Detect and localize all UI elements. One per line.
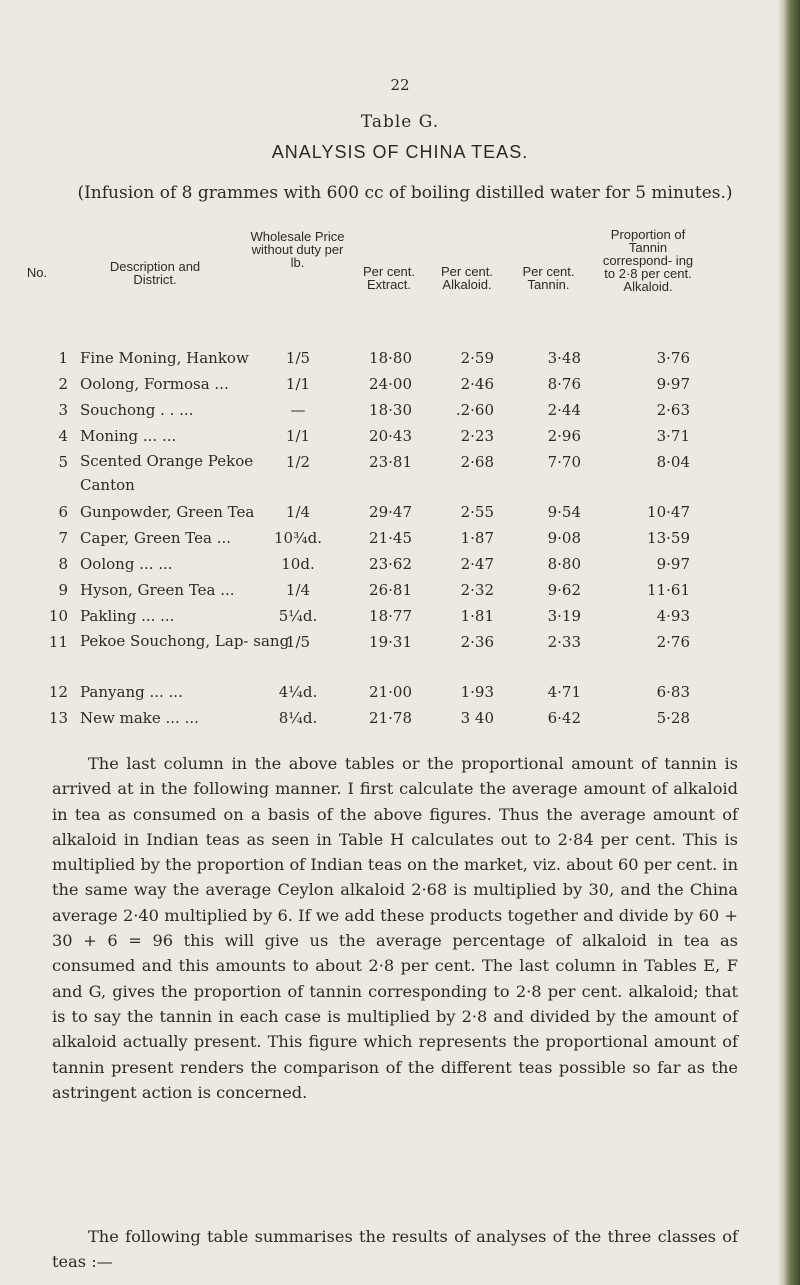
cell-alkaloid: 2·59: [460, 349, 494, 367]
cell-description: Moning ... ...: [80, 427, 177, 445]
cell-alkaloid: 2·32: [460, 581, 494, 599]
cell-tannin: 8·80: [547, 555, 581, 573]
cell-price: 1/4: [285, 581, 311, 599]
cell-description: Caper, Green Tea ...: [80, 529, 232, 547]
cell-price: 1/2: [285, 453, 311, 471]
header-tannin: Per cent. Tannin.: [522, 264, 575, 292]
table-row: [0, 633, 800, 681]
cell-extract: 18·77: [369, 607, 412, 625]
cell-extract: 21·78: [369, 709, 412, 727]
cell-price: 1/4: [285, 503, 311, 521]
cell-price: 8¼d.: [278, 709, 318, 727]
page-title: ANALYSIS OF CHINA TEAS.: [271, 142, 529, 162]
cell-price: 10d.: [281, 555, 315, 573]
table-row: [0, 581, 800, 607]
cell-price: 1/1: [285, 427, 311, 445]
cell-proportion: 9·97: [656, 375, 690, 393]
cell-description: Oolong, Formosa ...: [80, 375, 229, 393]
body-paragraph: The following table summarises the results of analyses of the three classes of teas :—: [52, 1227, 738, 1272]
cell-proportion: 2·76: [656, 633, 690, 651]
cell-price: 1/5: [285, 349, 311, 367]
header-extract: Per cent. Extract.: [362, 264, 416, 292]
cell-no: 2: [58, 375, 68, 393]
cell-extract: 29·47: [369, 503, 412, 521]
table-row: [0, 453, 800, 501]
cell-no: 6: [58, 503, 68, 521]
cell-proportion: 3·76: [656, 349, 690, 367]
cell-extract: 18·30: [369, 401, 412, 419]
cell-no: 4: [58, 427, 68, 445]
cell-extract: 18·80: [369, 349, 412, 367]
cell-extract: 20·43: [369, 427, 412, 445]
cell-alkaloid: 2·46: [460, 375, 494, 393]
header-alkaloid: Per cent. Alkaloid.: [440, 264, 494, 292]
cell-tannin: 4·71: [547, 683, 581, 701]
cell-extract: 24·00: [369, 375, 412, 393]
cell-tannin: 2·96: [547, 427, 581, 445]
cell-description: Oolong ... ...: [80, 555, 173, 573]
cell-price: 10¾d.: [274, 529, 322, 547]
cell-proportion: 10·47: [647, 503, 690, 521]
table-row: [0, 503, 800, 529]
table-row: [0, 401, 800, 427]
cell-alkaloid: 2·36: [460, 633, 494, 651]
cell-extract: 21·00: [369, 683, 412, 701]
table-row: [0, 555, 800, 581]
cell-description: Souchong . . ...: [80, 401, 194, 419]
cell-tannin: 9·54: [547, 503, 581, 521]
cell-extract: 21·45: [369, 529, 412, 547]
table-row: [0, 709, 800, 735]
cell-proportion: 6·83: [656, 683, 690, 701]
cell-alkaloid: 1·87: [460, 529, 494, 547]
cell-alkaloid: 2·55: [460, 503, 494, 521]
cell-tannin: 9·08: [547, 529, 581, 547]
table-label: Table G.: [360, 112, 440, 132]
header-no: No.: [26, 265, 48, 280]
cell-alkaloid: 2·68: [460, 453, 494, 471]
cell-description: Scented Orange Pekoe Canton: [80, 452, 254, 494]
cell-alkaloid: 1·81: [460, 607, 494, 625]
cell-no: 11: [48, 633, 68, 651]
cell-tannin: 3·19: [547, 607, 581, 625]
cell-tannin: 6·42: [547, 709, 581, 727]
page-number: 22: [390, 76, 410, 94]
cell-price: 5¼d.: [278, 607, 318, 625]
table-row: [0, 683, 800, 709]
cell-proportion: 3·71: [656, 427, 690, 445]
cell-no: 5: [58, 453, 68, 471]
cell-alkaloid: 2·47: [460, 555, 494, 573]
cell-proportion: 8·04: [656, 453, 690, 471]
cell-description: Gunpowder, Green Tea: [80, 503, 255, 521]
cell-no: 7: [58, 529, 68, 547]
cell-no: 10: [48, 607, 68, 625]
cell-proportion: 9·97: [656, 555, 690, 573]
cell-price: 1/5: [285, 633, 311, 651]
cell-description: Pakling ... ...: [80, 607, 175, 625]
cell-description: Fine Moning, Hankow: [80, 349, 249, 367]
cell-extract: 23·81: [369, 453, 412, 471]
cell-proportion: 4·93: [656, 607, 690, 625]
body-paragraph: The last column in the above tables or the proportional amount of tannin is arrived at in the following manner. I first calculate the average amount of alkaloid in tea as consumed on a basis of the above figures. Thus the average amount of alkaloid in Indian teas as seen in Table H calculates out to 2·84 per cent. This is multiplied by the proportion of Indian teas on the market, viz. about 60 per cent. in the same way the average Ceylon alkaloid 2·68 is multiplied by 30, and the China average 2·40 multiplied by 6. If we add these products together and divide by 60 + 30 + 6 = 96 this will give us the average percentage of alkaloid in tea as consumed and this amounts to about 2·8 per cent. The last column in Tables E, F and G, gives the proportion of tannin corresponding to 2·8 per cent. alkaloid; that is to say the tannin in each case is multiplied by 2·8 and divided by the amount of alkaloid actually present. This figure which represents the proportional amount of tannin present renders the comparison of the different teas possible so far as the astringent action is concerned.: [52, 754, 739, 1102]
cell-alkaloid: 1·93: [460, 683, 494, 701]
cell-description: New make ... ...: [80, 709, 199, 727]
cell-price: 4¼d.: [278, 683, 318, 701]
cell-tannin: 8·76: [547, 375, 581, 393]
cell-description: Pekoe Souchong, Lap- sang: [80, 632, 290, 650]
table-header: [0, 228, 800, 346]
cell-no: 8: [58, 555, 68, 573]
cell-tannin: 3·48: [547, 349, 581, 367]
cell-tannin: 7·70: [547, 453, 581, 471]
header-price: Wholesale Price without duty per lb.: [250, 229, 345, 270]
subtitle: (Infusion of 8 grammes with 600 cc of boiling distilled water for 5 minutes.): [77, 183, 733, 203]
table-row: [0, 349, 800, 375]
cell-no: 12: [48, 683, 68, 701]
cell-description: Panyang ... ...: [80, 683, 183, 701]
cell-alkaloid: 3 40: [460, 709, 494, 727]
cell-price: 1/1: [285, 375, 311, 393]
header-description: Description and District.: [109, 259, 201, 287]
cell-no: 3: [58, 401, 68, 419]
cell-tannin: 2·44: [547, 401, 581, 419]
cell-proportion: 13·59: [647, 529, 690, 547]
cell-description: Hyson, Green Tea ...: [80, 581, 235, 599]
cell-extract: 26·81: [369, 581, 412, 599]
cell-no: 9: [58, 581, 68, 599]
cell-proportion: 2·63: [656, 401, 690, 419]
table-row: [0, 529, 800, 555]
cell-no: 1: [58, 349, 68, 367]
table-row: [0, 375, 800, 401]
cell-extract: 19·31: [369, 633, 412, 651]
cell-proportion: 11·61: [647, 581, 690, 599]
cell-no: 13: [48, 709, 68, 727]
header-proportion: Proportion of Tannin correspond- ing to 2·8 per cent. Alkaloid.: [602, 227, 694, 294]
cell-alkaloid: 2·23: [460, 427, 494, 445]
cell-alkaloid: .2·60: [455, 401, 494, 419]
cell-tannin: 9·62: [547, 581, 581, 599]
cell-extract: 23·62: [369, 555, 412, 573]
cell-tannin: 2·33: [547, 633, 581, 651]
cell-price: —: [290, 401, 306, 419]
cell-proportion: 5·28: [656, 709, 690, 727]
